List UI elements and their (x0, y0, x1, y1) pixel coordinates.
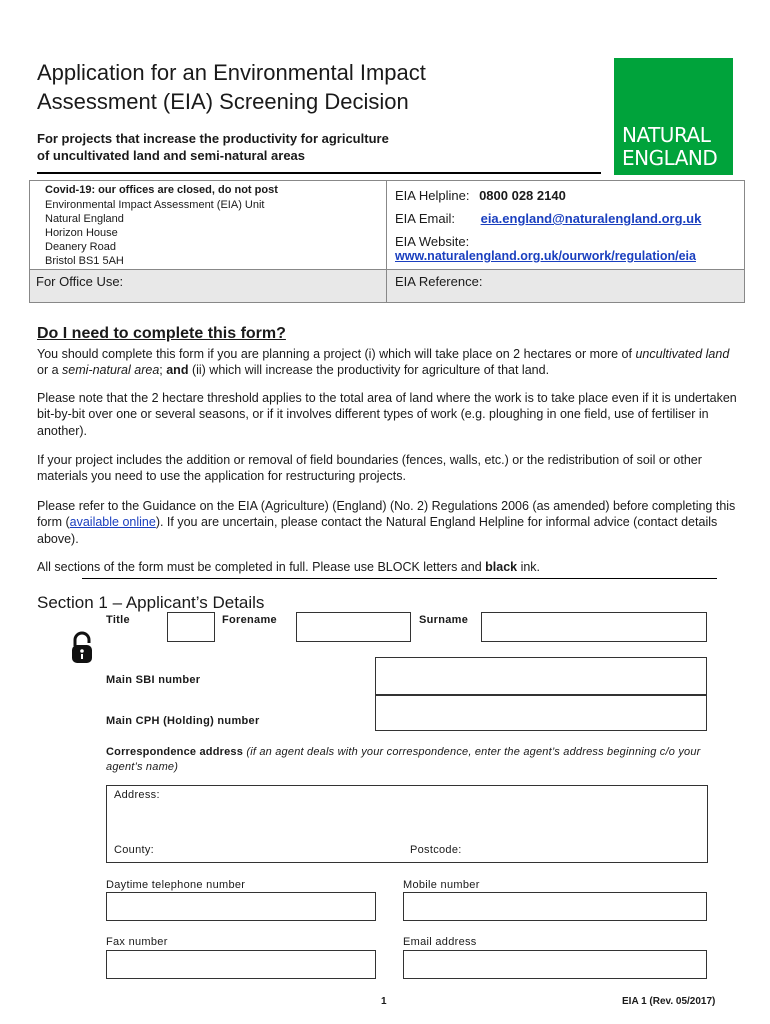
text-run: You should complete this form if you are planning a project (i) which will take place on 2 hectares or more of (37, 347, 636, 361)
mobile-input[interactable] (403, 892, 707, 921)
correspondence-title: Correspondence address (106, 746, 244, 758)
email-row (395, 211, 701, 226)
address-line: Natural England (45, 213, 124, 225)
cph-label: Main CPH (Holding) number (106, 715, 260, 727)
postal-address (45, 198, 264, 268)
sbi-input[interactable] (375, 657, 707, 695)
subtitle-line-2: of uncultivated land and semi-natural areas (37, 148, 306, 163)
text-run: or a (37, 363, 63, 378)
forename-label: Forename (222, 614, 277, 626)
logo-line-1: NATURAL (622, 123, 711, 147)
address-line: Horizon House (45, 227, 118, 239)
title-label: Title (106, 614, 130, 626)
contact-info-box (29, 180, 745, 303)
office-use-label: For Office Use: (36, 274, 124, 289)
cph-input[interactable] (375, 695, 707, 731)
email-link[interactable]: eia.england@naturalengland.org.uk (480, 211, 702, 226)
address-line: Bristol BS1 5AH (45, 255, 124, 267)
helpline-label: EIA Helpline: (395, 188, 470, 203)
text-run: ; (159, 363, 167, 378)
website-label: EIA Website: (395, 234, 470, 249)
text-run: ). If you are uncertain, please contact the Natural England Helpline for informal advice (contact details above). (37, 515, 718, 546)
page-number: 1 (381, 996, 387, 1007)
text-run: ink. (517, 560, 541, 574)
daytime-phone-label: Daytime telephone number (106, 879, 246, 891)
text-run: (ii) which will increase the productivity for agriculture of that land. (188, 363, 550, 378)
text-run: black (485, 560, 518, 574)
correspondence-address-label (106, 745, 706, 775)
postcode-label: Postcode: (410, 844, 462, 856)
text-run: semi-natural area (62, 363, 160, 378)
sbi-label: Main SBI number (106, 674, 201, 686)
mobile-label: Mobile number (403, 879, 480, 891)
address-input[interactable] (106, 785, 708, 863)
page-subtitle (37, 130, 389, 164)
eia-reference-label: EIA Reference: (395, 274, 483, 289)
address-line: Deanery Road (45, 241, 116, 253)
box-divider-horizontal (30, 269, 744, 270)
email-label: EIA Email: (395, 211, 455, 226)
website-link[interactable]: www.naturalengland.org.uk/ourwork/regulation/eia (395, 249, 696, 263)
address-label: Address: (114, 789, 160, 801)
subtitle-line-1: For projects that increase the productivity for agriculture (37, 131, 389, 146)
text-run: All sections of the form must be completed in full. Please use BLOCK letters and (37, 560, 486, 574)
intro-paragraph-5 (37, 559, 737, 575)
fax-input[interactable] (106, 950, 376, 979)
surname-label: Surname (419, 614, 469, 626)
covid-notice: Covid-19: our offices are closed, do not post (45, 184, 278, 196)
intro-paragraph-1 (37, 346, 737, 379)
office-use-row (30, 270, 744, 302)
intro-paragraph-2: Please note that the 2 hectare threshold applies to the total area of land where the work is to take place even if it is undertaken bit-by-bit over one or several seasons, or if it involves different types of work (e.g. ploughing in one field, use of fertiliser in another). (37, 391, 737, 438)
helpline-number: 0800 028 2140 (479, 188, 566, 203)
email-address-input[interactable] (403, 950, 707, 979)
daytime-phone-input[interactable] (106, 892, 376, 921)
title-line-1: Application for an Environmental Impact (37, 60, 426, 85)
intro-paragraph-3: If your project includes the addition or removal of field boundaries (fences, walls, etc.) or the redistribution of soil or other materials you need to use the application for restructuring projects. (37, 453, 702, 484)
form-reference: EIA 1 (Rev. 05/2017) (622, 996, 716, 1007)
logo-line-2: ENGLAND (622, 146, 718, 170)
surname-input[interactable] (481, 612, 707, 642)
page-title (37, 58, 426, 116)
website-row (395, 234, 696, 263)
natural-england-logo (614, 58, 733, 175)
lock-icon (70, 630, 94, 666)
correspondence-note: (if an agent deals with your correspondence, enter the agent’s address beginning c/o your agent’s name) (106, 746, 701, 773)
section-divider (82, 578, 717, 579)
address-line: Environmental Impact Assessment (EIA) Unit (45, 199, 265, 211)
title-input[interactable] (167, 612, 215, 642)
forename-input[interactable] (296, 612, 411, 642)
text-run: uncultivated land (635, 347, 730, 361)
box-divider-vertical (386, 181, 387, 302)
email-address-label: Email address (403, 936, 477, 948)
text-run: Please refer to the Guidance on the EIA (Agriculture) (England) (No. 2) Regulations 2006 (as amended) before completing this form ( (37, 499, 736, 530)
intro-paragraph-4 (37, 498, 737, 547)
intro-heading: Do I need to complete this form? (37, 325, 286, 342)
guidance-link[interactable]: available online (69, 515, 156, 530)
title-divider (37, 172, 601, 174)
fax-label: Fax number (106, 936, 168, 948)
helpline-row (395, 188, 566, 203)
section-1-heading: Section 1 – Applicant’s Details (37, 593, 265, 612)
county-label: County: (114, 844, 155, 856)
title-line-2: Assessment (EIA) Screening Decision (37, 89, 409, 114)
text-run: and (166, 363, 189, 378)
